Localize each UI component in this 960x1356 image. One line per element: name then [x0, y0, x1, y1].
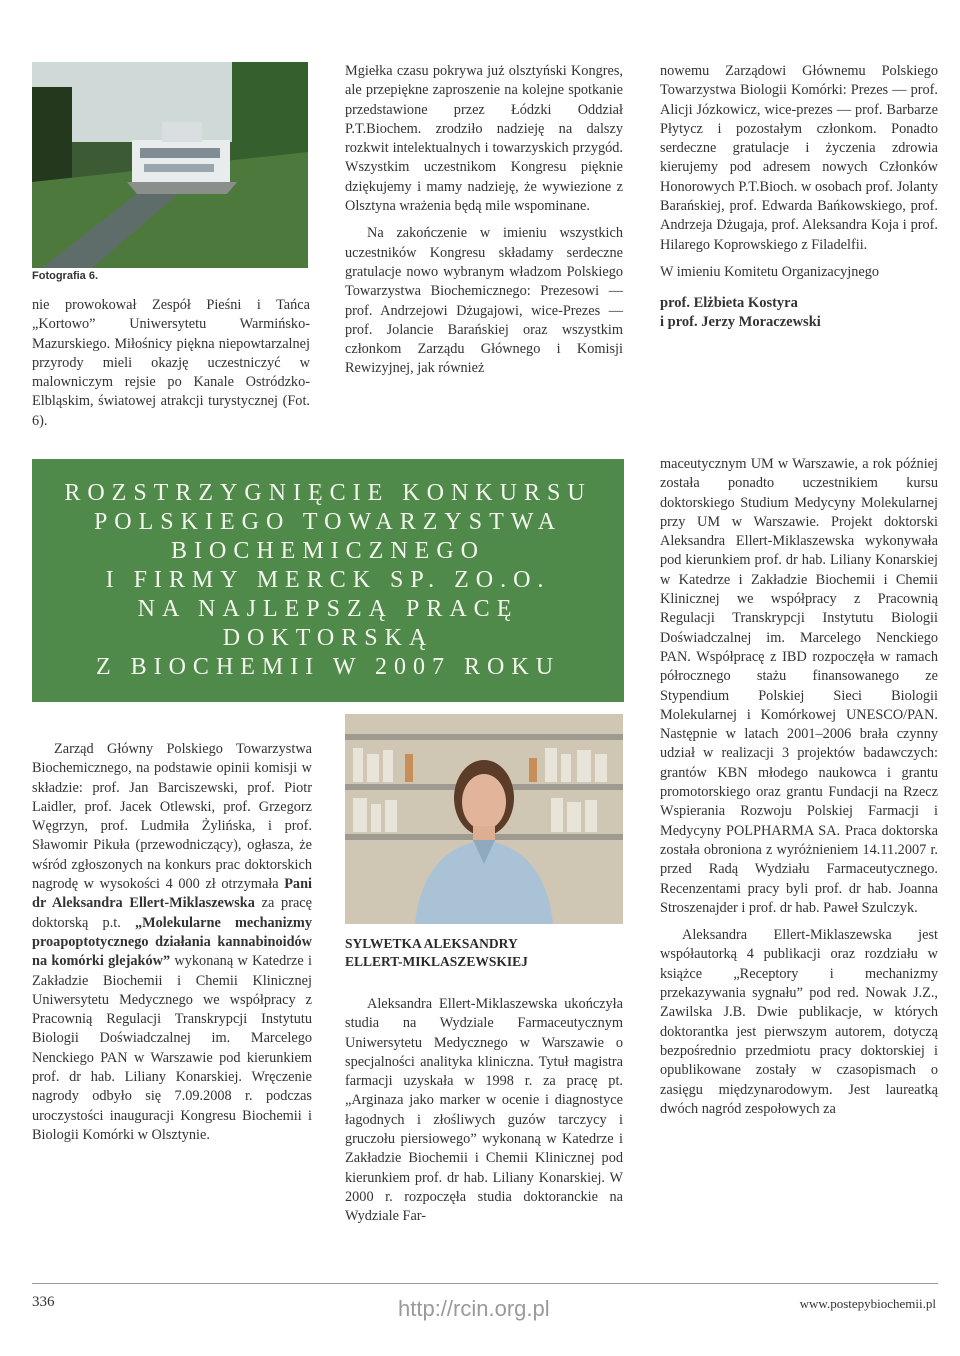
right-column-bio-continued — [660, 455, 938, 1119]
thesis-title: „Molekularne mechanizmy proapoptotycznego działania kannabinoidów na komórki glejaków” — [32, 914, 312, 970]
announcement-connector: za pracę doktorską p.t. — [32, 895, 312, 931]
announcement-text — [32, 740, 312, 1145]
paragraph: maceutycznym UM w Warszawie, a rok później została ponadto uczestnikiem kursu doktorskiego Studium Medycyny Molekularnej przy UM w Warszawie. Projekt doktorski Aleksandra Ellert-Miklaszewska wykonywała pod kierunkiem prof. dr hab. Liliany Konarskiej w Katedrze i Zakładzie Biochemii i Chemii Klinicznej we współpracy z Pracownią Regulacji Transkrypcji Instytutu Biologii Doświadczalnej im. Marcelego Nenckiego PAN. Współpracę z IBD rozpoczęła w ramach półrocznego stażu finansowanego ze Stypendium Polskiej Sieci Biologii Molekularnej i Komórkowej UNESCO/PAN. Następnie w latach 2001–2006 brała czynny udział w realizacji 3 projektów badawczych: grantów KBN młodego naukowca i grantu promotorskiego oraz grantu Fundacji na Rzecz Wspierania Rozwoju Polskiej Farmacji i Medycyny POLPHARMA SA. Praca doktorska została obroniona z wyróżnieniem 14.11.2007 r. przed Radą Wydziału Farmaceutycznego. Recenzentami pracy byli prof. dr hab. Joanna Stroszenajder i prof. dr hab. Paweł Szulczyk. — [660, 456, 938, 916]
bio-heading — [345, 935, 623, 971]
footer-divider — [32, 1283, 938, 1284]
announcement-intro: Zarząd Główny Polskiego Towarzystwa Biochemicznego, na podstawie opinii komisji w składzie: prof. Jan Barciszewski, prof. Piotr Laidler, prof. Jacek Otlewski, prof. Grzegorz Węgrzyn, prof. Ludmiła Żylińska, i prof. Sławomir Pikuła (przewodniczący), ogłasza, że wśród zgłoszonych na konkurs prac doktorskich nagrodę w wysokości 4 000 zł otrzymała — [32, 741, 312, 893]
paragraph: Aleksandra Ellert-Miklaszewska jest współautorką 4 publikacji oraz rozdziału w książce „Receptory i mechanizmy przekazywania sygnału” pod red. Nowak J.Z., Zawilska J.B. Dwie publikacje, w których doktorantka jest pierwszym autorem, dotyczą bezpośrednio przedmiotu pracy doktorskiej i opublikowane zostały w czasopismach o zasięgu międzynarodowym. Jest laureatką dwóch nagród zespołowych za — [660, 927, 938, 1117]
site-url: www.postepybiochemii.pl — [799, 1296, 936, 1311]
banner-title-line: POLSKIEGO TOWARZYSTWA — [93, 509, 563, 535]
photo-caption-label: Fotografia 6. — [32, 270, 99, 282]
signature-line: i prof. Jerzy Moraczewski — [660, 314, 821, 331]
paragraph: W imieniu Komitetu Organizacyjnego — [660, 263, 880, 280]
bio-text — [345, 995, 623, 1227]
right-column-text — [660, 62, 938, 332]
boat-photo — [32, 62, 308, 268]
paragraph: Na zakończenie w imieniu wszystkich uczestników Kongresu składamy serdeczne gratulacje nowo wybranym władzom Polskiego Towarzystwa Biochemicznego: Prezesowi — prof. Andrzejowi Dżugajowi, wice-Prezes — prof. Jolancie Barańskiej oraz wszystkim członkom Zarządu Głównego i Komisji Rewizyjnej, jak również — [345, 225, 623, 377]
middle-column-text — [345, 62, 623, 379]
portrait-photo — [345, 714, 623, 924]
paragraph: nowemu Zarządowi Głównemu Polskiego Towarzystwa Biologii Komórki: Prezes — prof. Alicji Józkowicz, wice-prezes — prof. Barbarze Płytycz i pozostałym członkom. Ponadto serdeczne gratulacje i życzenia zdrowia kierujemy pod adresem nowych Członków Honorowych P.T.Bioch. w osobach prof. Jolanty Barańskiej, prof. Edwarda Bańkowskiego, prof. Andrzeja Dżugaja, prof. Aleksandra Koja i prof. Hilarego Koprowskiego z Filadelfii. — [660, 63, 938, 253]
banner-title-line: Z BIOCHEMII W 2007 ROKU — [95, 654, 561, 680]
bio-heading-line: ELLERT-MIKLASZEWSKIEJ — [345, 954, 528, 969]
winner-name: Pani dr Aleksandra Ellert-Miklaszewska — [32, 876, 312, 912]
portrait-photo-graphic — [345, 714, 623, 924]
watermark-url: http://rcin.org.pl — [398, 1296, 550, 1321]
banner-title-line: BIOCHEMICZNEGO — [171, 538, 485, 564]
announcement-details: wykonaną w Katedrze i Zakładzie Biochemii i Chemii Klinicznej Uniwersytetu Medycznego we współpracy z Pracownią Regulacji Transkrypcji Instytutu Biologii Doświadczalnej im. Marcelego Nenckiego PAN w Warszawie pod kierunkiem prof. dr hab. Liliany Konarskiej. Wręczenie nagrody odbyło się 7.09.2008 r. podczas uroczystości inauguracji Kongresu Biochemii i Biologii Komórki w Olsztynie. — [32, 953, 312, 1143]
banner-title — [64, 479, 591, 682]
banner-title-line: ROZSTRZYGNIĘCIE KONKURSU — [64, 480, 592, 506]
signature-line: prof. Elżbieta Kostyra — [660, 295, 798, 312]
paragraph: nie prowokował Zespół Pieśni i Tańca „Kortowo” Uniwersytetu Warmińsko-Mazurskiego. Miłośnicy piękna niepowtarzalnej przyrody mieli okazję uczestniczyć w malowniczym rejsie po Kanale Ostródzko-Elbląskim, światowej atrakcji turystycznej (Fot. 6). — [32, 297, 310, 429]
boat-photo-graphic — [32, 62, 308, 268]
bio-heading-line: SYLWETKA ALEKSANDRY — [345, 936, 518, 951]
announcement-banner — [32, 459, 624, 702]
signature-block — [660, 294, 938, 332]
paragraph: Mgiełka czasu pokrywa już olsztyński Kongres, ale przepiękne zaproszenie na kolejne spotkanie przedstawione przez Łódzki Oddział P.T.Biochem. zrodziło nadzieję na dalszy rozkwit intelektualnych i towarzyskich przygód. Wszystkim uczestnikom Kongresu pięknie dziękujemy i mamy nadzieję, że wywiezione z Olsztyna wrażenia będą mile wspominane. — [345, 63, 623, 215]
page-number: 336 — [32, 1294, 55, 1310]
banner-title-line: I FIRMY MERCK SP. ZO.O. — [105, 567, 551, 593]
banner-title-line: DOKTORSKĄ — [222, 625, 434, 651]
paragraph: Aleksandra Ellert-Miklaszewska ukończyła studia na Wydziale Farmaceutycznym Uniwersytetu Medycznego w Warszawie o specjalności analityka kliniczna. Tytuł magistra farmacji uzyskała w 1998 r. za pracę pt. „Arginaza jako marker w ocenie i diagnostyce łagodnych i złośliwych guzów tarczycy i gruczołu piersiowego” wykonaną w Katedrze i Zakładzie Biochemii i Chemii Klinicznej pod kierunkiem prof. dr hab. Liliany Konarskiej. W 2000 r. rozpoczęła studia doktoranckie na Wydziale Far- — [345, 996, 623, 1225]
paragraph — [32, 740, 312, 1145]
left-column-text — [32, 296, 310, 431]
banner-title-line: NA NAJLEPSZĄ PRACĘ — [137, 596, 519, 622]
